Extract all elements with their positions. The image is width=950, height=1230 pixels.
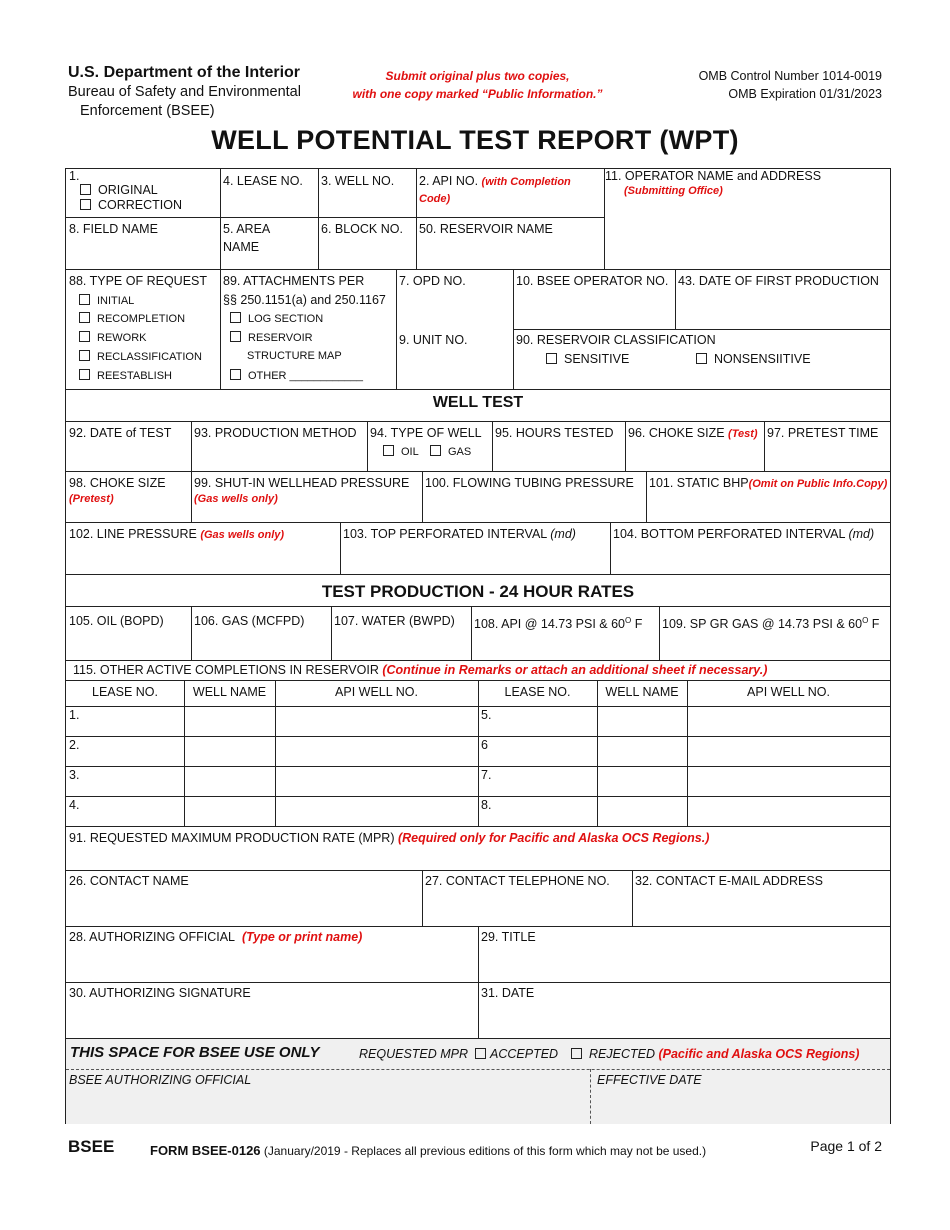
rejected-checkbox[interactable] [571,1048,582,1059]
mpr-label: 91. REQUESTED MAXIMUM PRODUCTION RATE (MPR) [69,831,395,845]
recompletion-label: RECOMPLETION [97,313,186,325]
initial-label: INITIAL [97,295,135,307]
reservoir-label: RESERVOIR [248,332,313,344]
choke-pretest-note: (Pretest) [69,493,114,505]
api-no-label: 2. API NO. [419,174,479,188]
initial-checkbox[interactable] [79,294,90,305]
area-label-1: 5. AREA [223,222,271,236]
authorizing-official-label: 28. AUTHORIZING OFFICIAL [69,930,235,944]
well-no-field[interactable]: 3. WELL NO. [321,174,395,188]
reservoir-class-label: 90. RESERVOIR CLASSIFICATION [516,333,716,347]
field-1-number: 1. [69,169,80,183]
reservoir-name-field[interactable]: 50. RESERVOIR NAME [419,222,553,236]
effective-date: EFFECTIVE DATE [597,1073,702,1087]
gas-label: GAS [448,446,472,458]
operator-note: (Submitting Office) [624,185,723,197]
table-row[interactable]: 1. [69,708,80,722]
hours-tested-field[interactable]: 95. HOURS TESTED [495,426,614,440]
bottom-perf-md: (md) [848,527,875,541]
omb-info [699,67,882,103]
lease-no-field[interactable]: 4. LEASE NO. [223,174,303,188]
rework-label: REWORK [97,332,147,344]
regions-note: (Pacific and Alaska OCS Regions) [658,1047,860,1061]
sensitive-checkbox[interactable] [546,353,557,364]
original-checkbox[interactable] [80,184,91,195]
mpr-field[interactable] [69,829,709,847]
sp-gr-unit: F [871,617,880,632]
sp-gr-degree: O [862,616,869,625]
correction-checkbox[interactable] [80,199,91,210]
sensitive-option[interactable] [546,350,629,368]
footer-form-info [150,1143,706,1158]
choke-pretest-field[interactable]: 98. CHOKE SIZE [69,476,166,490]
correction-option[interactable] [80,196,182,214]
rework-checkbox[interactable] [79,331,90,342]
dept-name: U.S. Department of the Interior [68,64,301,81]
page-number: Page 1 of 2 [810,1138,882,1154]
nonsensitive-checkbox[interactable] [696,353,707,364]
contact-phone-field[interactable]: 27. CONTACT TELEPHONE NO. [425,874,610,888]
area-name-field[interactable] [223,220,270,256]
form-title: WELL POTENTIAL TEST REPORT (WPT) [211,125,739,155]
footer-form-no: FORM BSEE-0126 [150,1143,261,1158]
static-bhp-label: 101. STATIC BHP [649,476,749,490]
structure-map-label: STRUCTURE MAP [247,350,342,362]
top-perf-label: 103. TOP PERFORATED INTERVAL [343,527,547,541]
static-bhp-field[interactable] [649,474,887,493]
log-section-checkbox[interactable] [230,312,241,323]
bsee-authorizing-official: BSEE AUTHORIZING OFFICIAL [69,1073,252,1087]
line-pressure-note: (Gas wells only) [200,529,285,541]
bottom-perf-field[interactable] [613,525,874,543]
recompletion-checkbox[interactable] [79,312,90,323]
block-no-field[interactable]: 6. BLOCK NO. [321,222,403,236]
req-reestablish[interactable] [79,367,172,385]
contact-email-field[interactable]: 32. CONTACT E-MAIL ADDRESS [635,874,824,888]
completions-title [73,661,767,679]
line-pressure-label: 102. LINE PRESSURE [69,527,197,541]
req-rework[interactable] [79,329,147,347]
mpr-note: (Required only for Pacific and Alaska OCS Regions.) [397,831,710,845]
line-pressure-field[interactable] [69,525,284,544]
type-request-label: 88. TYPE OF REQUEST [69,274,208,288]
authorizing-official-field[interactable] [69,928,362,946]
signature-field[interactable]: 30. AUTHORIZING SIGNATURE [69,986,251,1000]
completions-note: (Continue in Remarks or attach an additional sheet if necessary.) [382,663,768,677]
agency-header [68,63,301,121]
shut-in-field[interactable]: 99. SHUT-IN WELLHEAD PRESSURE [194,476,410,490]
reestablish-label: REESTABLISH [97,370,172,382]
choke-test-label: 96. CHOKE SIZE [628,426,725,440]
api-no-field[interactable] [419,172,571,191]
oil-label: OIL [401,446,419,458]
water-rate-field[interactable]: 107. WATER (BWPD) [334,614,455,628]
req-reclassification[interactable] [79,348,202,366]
bureau-line-1: Bureau of Safety and Environmental [68,84,301,100]
col-lease-left: LEASE NO. [92,685,158,699]
gas-checkbox[interactable] [430,445,441,456]
api-gravity-field[interactable] [474,612,642,633]
footer-form-note: (January/2019 - Replaces all previous editions of this form which may not be used.) [263,1144,707,1158]
rejected-label: REJECTED [589,1047,655,1061]
other-option[interactable] [230,367,363,385]
shut-in-note: (Gas wells only) [194,493,278,505]
table-row[interactable]: 3. [69,768,80,782]
other-checkbox[interactable] [230,369,241,380]
table-row[interactable]: 2. [69,738,80,752]
reclassification-checkbox[interactable] [79,350,90,361]
field-name-field[interactable]: 8. FIELD NAME [69,222,158,236]
col-wellname-left: WELL NAME [192,685,267,699]
other-label: OTHER ____________ [248,370,363,382]
gas-rate-field[interactable]: 106. GAS (MCFPD) [194,614,305,628]
col-lease-right: LEASE NO. [504,685,571,699]
title-field[interactable]: 29. TITLE [481,930,536,944]
table-row[interactable]: 8. [481,798,492,812]
flowing-pressure-field[interactable]: 100. FLOWING TUBING PRESSURE [425,476,634,490]
col-api-right: API WELL NO. [747,685,830,699]
accepted-option[interactable] [475,1045,558,1063]
api-note-2: Code) [419,193,451,205]
req-initial[interactable] [79,292,134,310]
bureau-line-2: Enforcement (BSEE) [80,103,215,119]
api-note-1: (with Completion [481,176,571,188]
table-row[interactable]: 7. [481,768,492,782]
opd-no-field[interactable]: 7. OPD NO. [399,274,466,288]
submit-instructions [330,67,625,103]
req-recompletion[interactable] [79,310,185,328]
oil-checkbox[interactable] [383,445,394,456]
completions-label: 115. OTHER ACTIVE COMPLETIONS IN RESERVOIR [73,663,379,677]
test-production-heading: TEST PRODUCTION - 24 HOUR RATES [321,582,635,601]
api-unit: F [634,617,643,632]
accepted-checkbox[interactable] [475,1048,486,1059]
bottom-perf-label: 104. BOTTOM PERFORATED INTERVAL [613,527,845,541]
nonsensitive-option[interactable] [696,350,811,368]
gas-option[interactable] [430,443,471,461]
omb-expiration: OMB Expiration 01/31/2023 [728,87,882,101]
col-api-left: API WELL NO. [335,685,418,699]
form-grid [65,168,891,1124]
reservoir-map-option[interactable] [230,329,313,347]
reservoir-map-checkbox[interactable] [230,331,241,342]
col-wellname-right: WELL NAME [605,685,679,699]
reestablish-checkbox[interactable] [79,369,90,380]
static-bhp-note: (Omit on Public Info.Copy) [748,478,888,490]
table-row[interactable]: 5. [481,708,492,722]
original-label: ORIGINAL [98,183,158,197]
authorizing-official-note: (Type or print name) [241,930,363,944]
type-well-label: 94. TYPE OF WELL [370,426,482,440]
omb-control: OMB Control Number 1014-0019 [698,69,882,83]
submit-line-2: with one copy marked “Public Information.” [352,87,603,101]
date-field[interactable]: 31. DATE [481,986,535,1000]
top-perf-field[interactable] [343,525,576,543]
unit-no-field[interactable]: 9. UNIT NO. [399,333,468,347]
table-row[interactable]: 6 [481,738,488,752]
choke-test-field[interactable] [628,424,758,443]
accepted-label: ACCEPTED [490,1047,559,1061]
attachments-label-2: §§ 250.1151(a) and 250.1167 [223,293,386,307]
date-test-field[interactable]: 92. DATE of TEST [69,426,172,440]
correction-label: CORRECTION [98,198,183,212]
footer-agency: BSEE [68,1137,115,1156]
table-row[interactable]: 4. [69,798,80,812]
top-perf-md: (md) [550,527,576,541]
sensitive-label: SENSITIVE [564,352,630,366]
first-production-field[interactable]: 43. DATE OF FIRST PRODUCTION [678,274,879,288]
bsee-use-heading: THIS SPACE FOR BSEE USE ONLY [70,1044,320,1061]
sp-gr-gas-field[interactable] [662,612,879,633]
choke-test-note: (Test) [728,428,758,440]
prod-method-field[interactable]: 93. PRODUCTION METHOD [194,426,357,440]
oil-rate-field[interactable]: 105. OIL (BOPD) [69,614,164,628]
contact-name-field[interactable]: 26. CONTACT NAME [69,874,189,888]
well-test-heading: WELL TEST [432,394,524,411]
oil-option[interactable] [383,443,419,461]
reclassification-label: RECLASSIFICATION [97,351,202,363]
log-section-option[interactable] [230,310,323,328]
bsee-operator-no-field[interactable]: 10. BSEE OPERATOR NO. [516,274,669,288]
log-section-label: LOG SECTION [248,313,324,325]
api-degree: O [624,616,632,625]
attachments-label-1: 89. ATTACHMENTS PER [223,274,365,288]
nonsensitive-label: NONSENSIITIVE [714,352,811,366]
area-label-2: NAME [223,240,260,254]
operator-field[interactable]: 11. OPERATOR NAME and ADDRESS [605,169,822,183]
api-gravity-label: 108. API @ 14.73 PSI & 60 [474,617,625,632]
submit-line-1: Submit original plus two copies, [385,69,570,83]
pretest-time-field[interactable]: 97. PRETEST TIME [767,426,879,440]
requested-mpr-label: REQUESTED MPR [359,1047,469,1061]
rejected-option[interactable] [571,1045,859,1063]
sp-gr-label: 109. SP GR GAS @ 14.73 PSI & 60 [662,617,863,632]
